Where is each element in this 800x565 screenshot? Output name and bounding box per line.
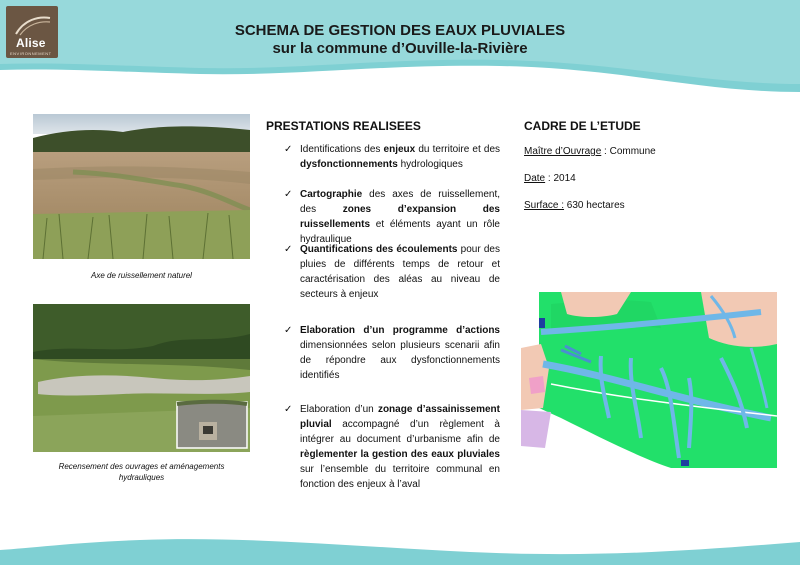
- footer-wave: [0, 520, 800, 565]
- page-title: SCHEMA DE GESTION DES EAUX PLUVIALES: [234, 22, 566, 39]
- prestation-item-1: Identifications des enjeux du territoire et des dysfonctionnements hydrologiques: [300, 144, 500, 170]
- checkmark-icon: ✓: [284, 404, 293, 415]
- prestation-item-4: Elaboration d’un programme d’actions dimensionnées selon plusieurs scenarii afin de répondre aux dysfonctionnements identifiés: [300, 325, 500, 381]
- photo-runoff-axis: [33, 114, 250, 259]
- logo-name: Alise: [16, 36, 46, 50]
- photo2-caption-line1: Recensement des ouvrages et aménagements: [58, 462, 225, 471]
- prestation-item-2: Cartographie des axes de ruissellement, des zones d’expansion des ruissellements et éléments ayant un rôle hydraulique: [300, 189, 500, 245]
- page-subtitle: sur la commune d’Ouville-la-Rivière: [272, 40, 528, 57]
- photo1-caption: Axe de ruissellement naturel: [91, 271, 192, 280]
- cadre-heading: CADRE DE L’ETUDE: [524, 119, 641, 133]
- prestations-heading: PRESTATIONS REALISEES: [266, 119, 421, 133]
- photo-hydraulic-works: [33, 304, 250, 452]
- checkmark-icon: ✓: [284, 144, 293, 155]
- study-date: Date : 2014: [524, 173, 576, 184]
- logo-subtitle: ENVIRONNEMENT: [10, 51, 52, 56]
- checkmark-icon: ✓: [284, 244, 293, 255]
- photo2-caption-line2: hydrauliques: [118, 473, 165, 482]
- prestation-item-5: Elaboration d’un zonage d’assainissement pluvial accompagné d’un règlement à intégrer au document d’urbanisme afin de règlementer la gestion des eaux pluviales sur l’ensemble du territoire communal en fonction des enjeux à l’aval: [300, 404, 500, 490]
- prestation-item-3: Quantifications des écoulements pour des pluies de différents temps de retour et caractérisation des aléas au niveau de secteurs à enjeux: [300, 244, 500, 300]
- checkmark-icon: ✓: [284, 325, 293, 336]
- study-surface: Surface : 630 hectares: [524, 200, 625, 211]
- checkmark-icon: ✓: [284, 189, 293, 200]
- zoning-map: [521, 288, 777, 468]
- maitre-ouvrage: Maître d’Ouvrage : Commune: [524, 146, 656, 157]
